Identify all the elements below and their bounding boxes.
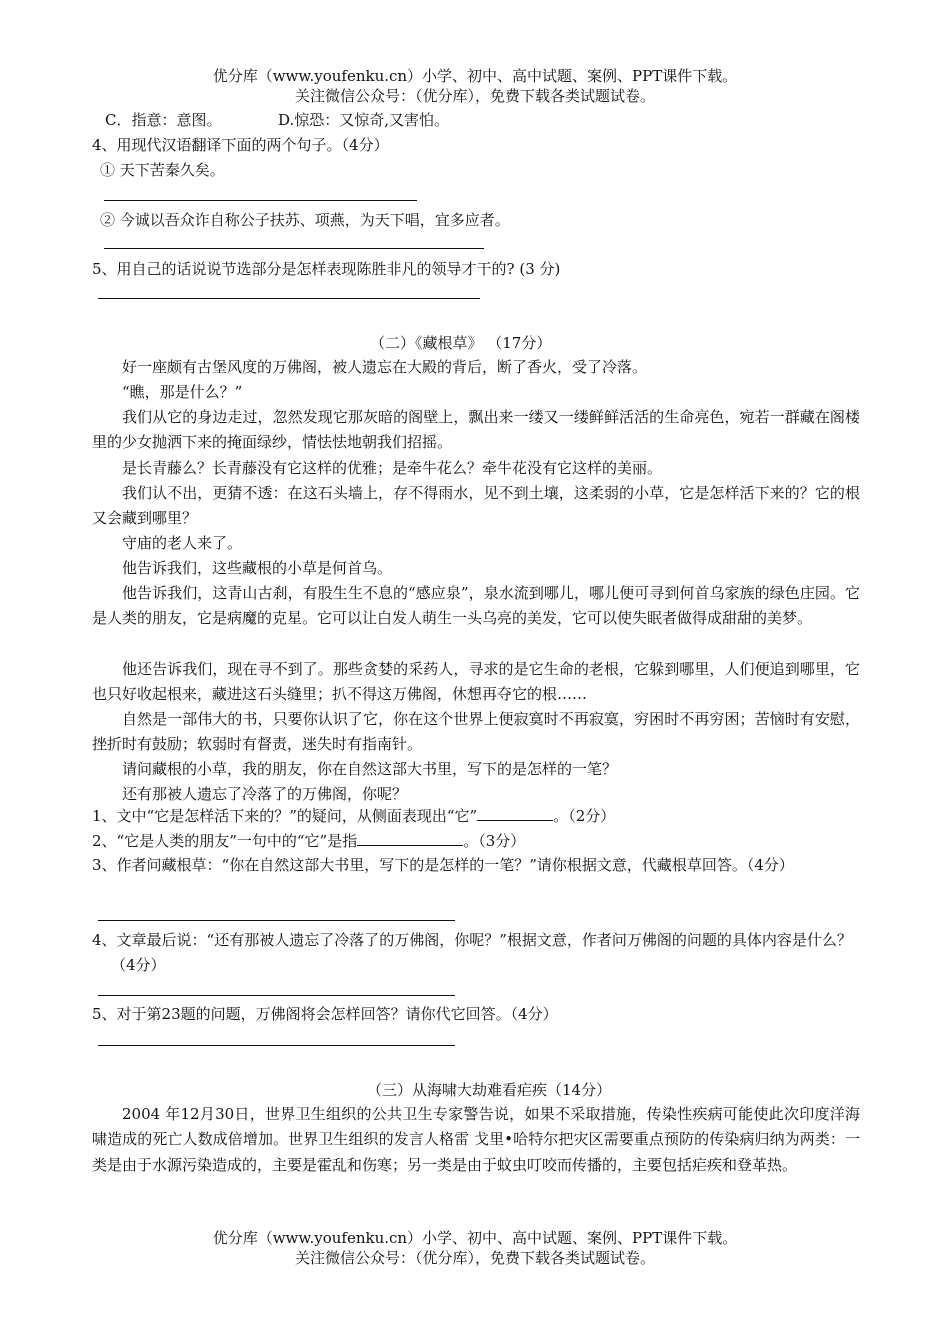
question-1 (92, 806, 615, 826)
section-3-title: （三）从海啸大劫难看疟疾（14分） (367, 1081, 612, 1099)
question-3: 3、作者问藏根草：“你在自然这部大书里，写下的是怎样的一笔？”请你根据文意，代藏根草回答。（4分） (92, 856, 794, 874)
question-2-text: 2、“它是人类的朋友”一句中的“它”是指 (92, 832, 358, 850)
answer-line[interactable] (98, 995, 455, 996)
question-2-score: 。（3分） (463, 832, 526, 850)
question-5b: 5、对于第23题的问题，万佛阁将会怎样回答？请你代它回答。（4分） (92, 1005, 558, 1023)
option-d: D.惊恐：又惊奇,又害怕。 (278, 111, 450, 129)
paragraph: “瞧，那是什么？” (122, 383, 243, 401)
answer-line[interactable] (98, 920, 455, 921)
paragraph: 请问藏根的小草，我的朋友，你在自然这部大书里，写下的是怎样的一笔？ (122, 760, 618, 778)
paragraph: 我们认不出，更猜不透：在这石头墙上，存不得雨水，见不到土壤，这柔弱的小草，它是怎样活下来的？它的根又会藏到哪里？ (92, 484, 860, 528)
footer-line-2: 关注微信公众号：（优分库），免费下载各类试题试卷。 (294, 1249, 655, 1267)
answer-blank[interactable] (477, 806, 553, 821)
question-4: 4、用现代汉语翻译下面的两个句子。（4分） (92, 136, 389, 154)
paragraph: 2004 年12月30日，世界卫生组织的公共卫生专家警告说，如果不采取措施，传染性疾病可能使此次印度洋海啸造成的死亡人数成倍增加。世界卫生组织的发言人格雷 戈里•哈特尔把灾区需要重点预防的传染病归纳为两类：一类是由于水源污染造成的，主要是霍乱和伤寒；另一类是由于蚊虫叮咬而传播的，主要包括疟疾和登革热。 (92, 1105, 860, 1174)
answer-line[interactable] (98, 298, 480, 299)
header-line-2: 关注微信公众号：（优分库），免费下载各类试题试卷。 (294, 87, 655, 105)
option-c: C．指意：意图。 (105, 111, 222, 129)
section-2-title: （二）《藏根草》 （17分） (370, 334, 552, 352)
question-5: 5、用自己的话说说节选部分是怎样表现陈胜非凡的领导才干的? (3 分) (92, 260, 561, 278)
paragraph: 自然是一部伟大的书，只要你认识了它，你在这个世界上便寂寞时不再寂寞，穷困时不再穷困；苦恼时有安慰，挫折时有鼓励；软弱时有督责，迷失时有指南针。 (92, 710, 860, 754)
answer-line[interactable] (98, 1045, 455, 1046)
question-1-text: 1、文中“它是怎样活下来的？”的疑问，从侧面表现出“它” (92, 807, 478, 825)
question-2 (92, 831, 525, 851)
paragraph: 他告诉我们，这些藏根的小草是何首乌。 (122, 559, 393, 577)
paragraph: 他还告诉我们，现在寻不到了。那些贪婪的采药人，寻求的是它生命的老根，它躲到哪里，人们便追到哪里，它也只好收起根来，藏进这石头缝里；扒不得这万佛阁，休想再夺它的根…… (92, 660, 860, 704)
answer-line[interactable] (104, 200, 417, 201)
question-4-sentence-2: ② 今诚以吾众诈自称公子扶苏、项燕，为天下唱，宜多应者。 (100, 211, 510, 229)
question-4b: 4、文章最后说：“还有那被人遗忘了冷落了的万佛阁，你呢？”根据文意，作者问万佛阁的问题的具体内容是什么？（4分） (92, 931, 852, 975)
paragraph: 守庙的老人来了。 (122, 534, 243, 552)
paragraph: 好一座颇有古堡风度的万佛阁，被人遗忘在大殿的背后，断了香火，受了冷落。 (122, 358, 648, 376)
paragraph: 是长青藤么？长青藤没有它这样的优雅；是牵牛花么？牵牛花没有它这样的美丽。 (122, 459, 663, 477)
question-1-score: 。（2分） (553, 807, 616, 825)
footer-line-1: 优分库（www.youfenku.cn）小学、初中、高中试题、案例、PPT课件下载。 (212, 1229, 738, 1247)
answer-line[interactable] (104, 248, 484, 249)
answer-blank[interactable] (357, 831, 463, 846)
paragraph: 他告诉我们，这青山古刹，有股生生不息的“感应泉”，泉水流到哪儿，哪儿便可寻到何首乌家族的绿色庄园。它是人类的朋友，它是病魔的克星。它可以让白发人萌生一头乌亮的美发，它可以使失眠者做得成甜甜的美梦。 (92, 584, 860, 628)
paragraph: 我们从它的身边走过，忽然发现它那灰暗的阁壁上，飘出来一缕又一缕鲜鲜活活的生命亮色，宛若一群藏在阁楼里的少女抛洒下来的掩面绿纱，情怯怯地朝我们招摇。 (92, 408, 860, 452)
header-line-1: 优分库（www.youfenku.cn）小学、初中、高中试题、案例、PPT课件下载。 (212, 67, 738, 85)
question-4-sentence-1: ① 天下苦秦久矣。 (100, 161, 225, 179)
paragraph: 还有那被人遗忘了冷落了的万佛阁，你呢？ (122, 785, 408, 803)
